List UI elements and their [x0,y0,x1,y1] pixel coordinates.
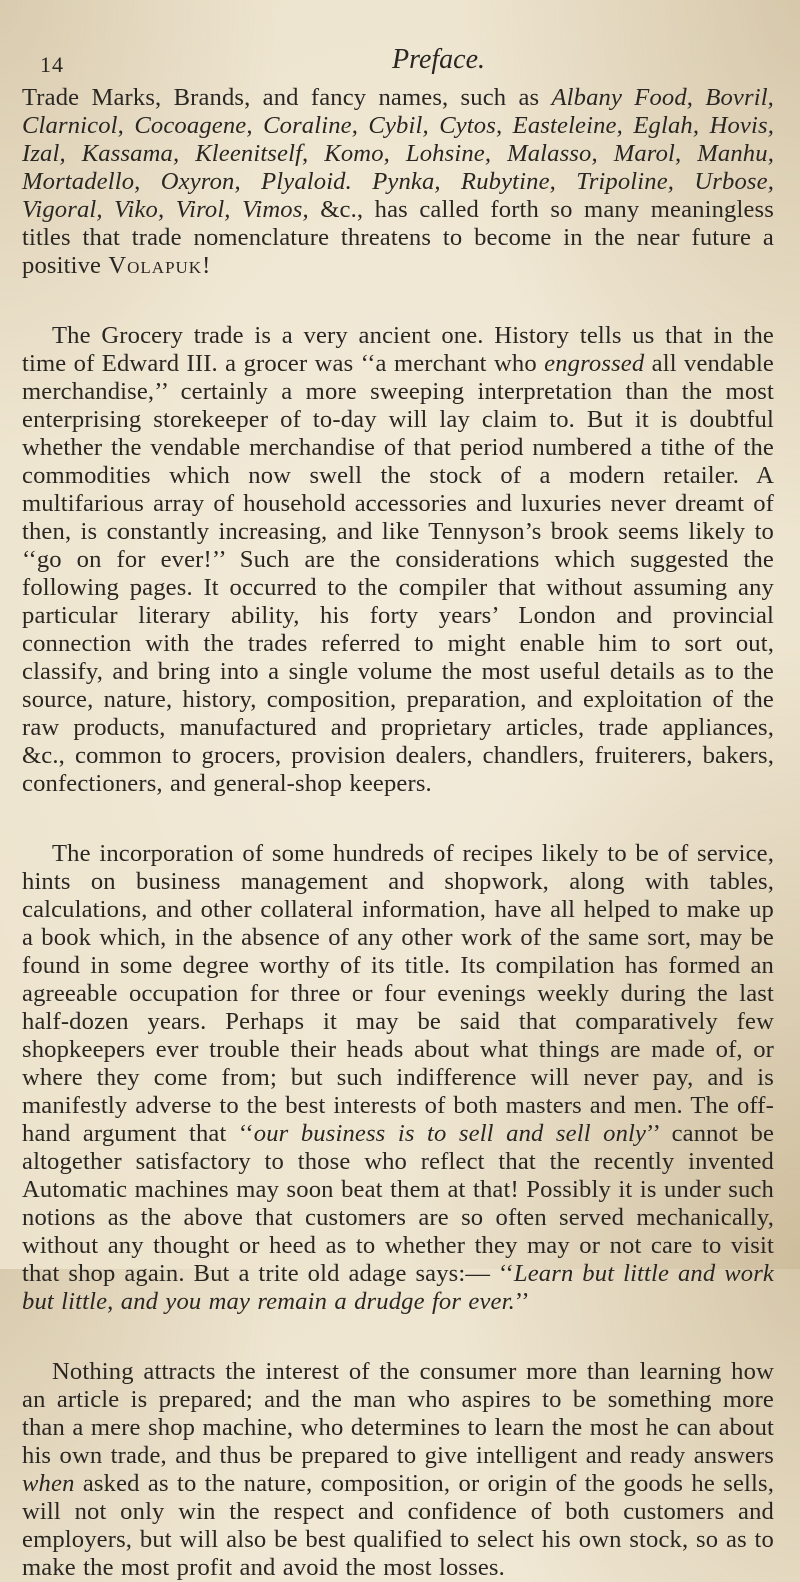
text-segment: Nothing attracts the interest of the consumer more than learning how an article is prepared; and the man who aspires to be something more than a mere shop machine, who determines to learn the most he can about his own trade, and thus be prepared to give intelligent and ready answers [22,1358,774,1469]
page-number: 14 [40,52,64,77]
text-segment: The incorporation of some hundreds of recipes likely to be of service, hints on business management and shopwork, along with tables, calculations, and other collateral information, have all helped to make up a book which, in the absence of any other work of the same sort, may be found in some degree worthy of its title. Its compilation has formed an agreeable occupation for three or four evenings weekly during the last half-dozen years. Perhaps it may be said that comparatively few shopkeepers ever trouble their heads about what things are made of, or where they come from; but such indifference will never pay, and is manifestly adverse to the best interests of both masters and men. The off-hand argument that ‘‘ [22,840,774,1147]
text-segment: The Grocery trade is a very ancient one. History tells us that in the time of Edward III. a grocer was ‘‘a merchant who [22,322,774,377]
paragraph-grocery-trade [22,322,774,798]
text-segment: Trade Marks, Brands, and fancy names, such as [22,84,552,111]
text-segment: ’’ cannot be altogether satisfactory to those who reflect that the recently invented Automatic machines may soon beat them at that! Possibly it is under such notions as the above that customers are so often served mechanically, without any thought or heed as to whether they may or not care to visit that shop again. But a trite old adage says:— ‘‘ [22,1120,775,1287]
text-segment: asked as to the nature, composition, or origin of the goods he sells, will not only win the respect and confidence of both customers and employers, but will also be best qualified to select his own stock, so as to make the most profit and avoid the most losses. [22,1470,774,1581]
paragraph-consumer-interest [22,1358,774,1582]
body-text [22,84,774,1582]
text-segment: ’’ [514,1288,530,1315]
text-segment: Albany Food, Bovril, Clarnicol, Cocoagene, Coraline, Cybil, Cytos, Easteleine, Eglah, Hovis, Izal, Kassama, Kleenitself, Komo, Lohsine, Malasso, Marol, Manhu, Mortadello, Oxyron, Plyaloid. Pynka, Rubytine, Tripoline, Urbose, Vigoral, Viko, Virol, Vimos, [22,84,774,223]
text-segment: Volapuk [108,252,203,279]
text-segment: when [22,1470,75,1497]
text-segment: ! [202,252,211,279]
text-segment: Learn but little and work but little, and you may remain a drudge for ever. [22,1260,774,1315]
paragraph-trade-marks [22,84,774,280]
running-title: Preface. [392,44,486,75]
text-segment: engrossed [544,350,645,377]
text-segment: all vendable merchandise,’’ certainly a more sweeping interpretation than the most enterprising storekeeper of to-day will lay claim to. But it is doubtful whether the vendable merchandise of that period numbered a tithe of the commodities which now swell the stock of a modern retailer. A multifarious array of household accessories and luxuries never dreamt of then, is constantly increasing, and like Tennyson’s brook seems likely to ‘‘go on for ever!’’ Such are the considerations which suggested the following pages. It occurred to the compiler that without assuming any particular literary ability, his forty years’ London and provincial connection with the trades referred to might enable him to sort out, classify, and bring into a single volume the most useful details as to the source, nature, history, composition, preparation, and exploitation of the raw products, manufactured and proprietary articles, trade appliances, &c., common to grocers, provision dealers, chandlers, fruiterers, bakers, confectioners, and general-shop keepers. [22,350,775,797]
running-head [22,0,774,84]
text-segment: our business is to sell and sell only [253,1120,647,1147]
text-segment: &c., has called forth so many meaningless titles that trade nomenclature threatens to become in the near future a positive [22,196,774,279]
paragraph-recipes [22,840,774,1316]
